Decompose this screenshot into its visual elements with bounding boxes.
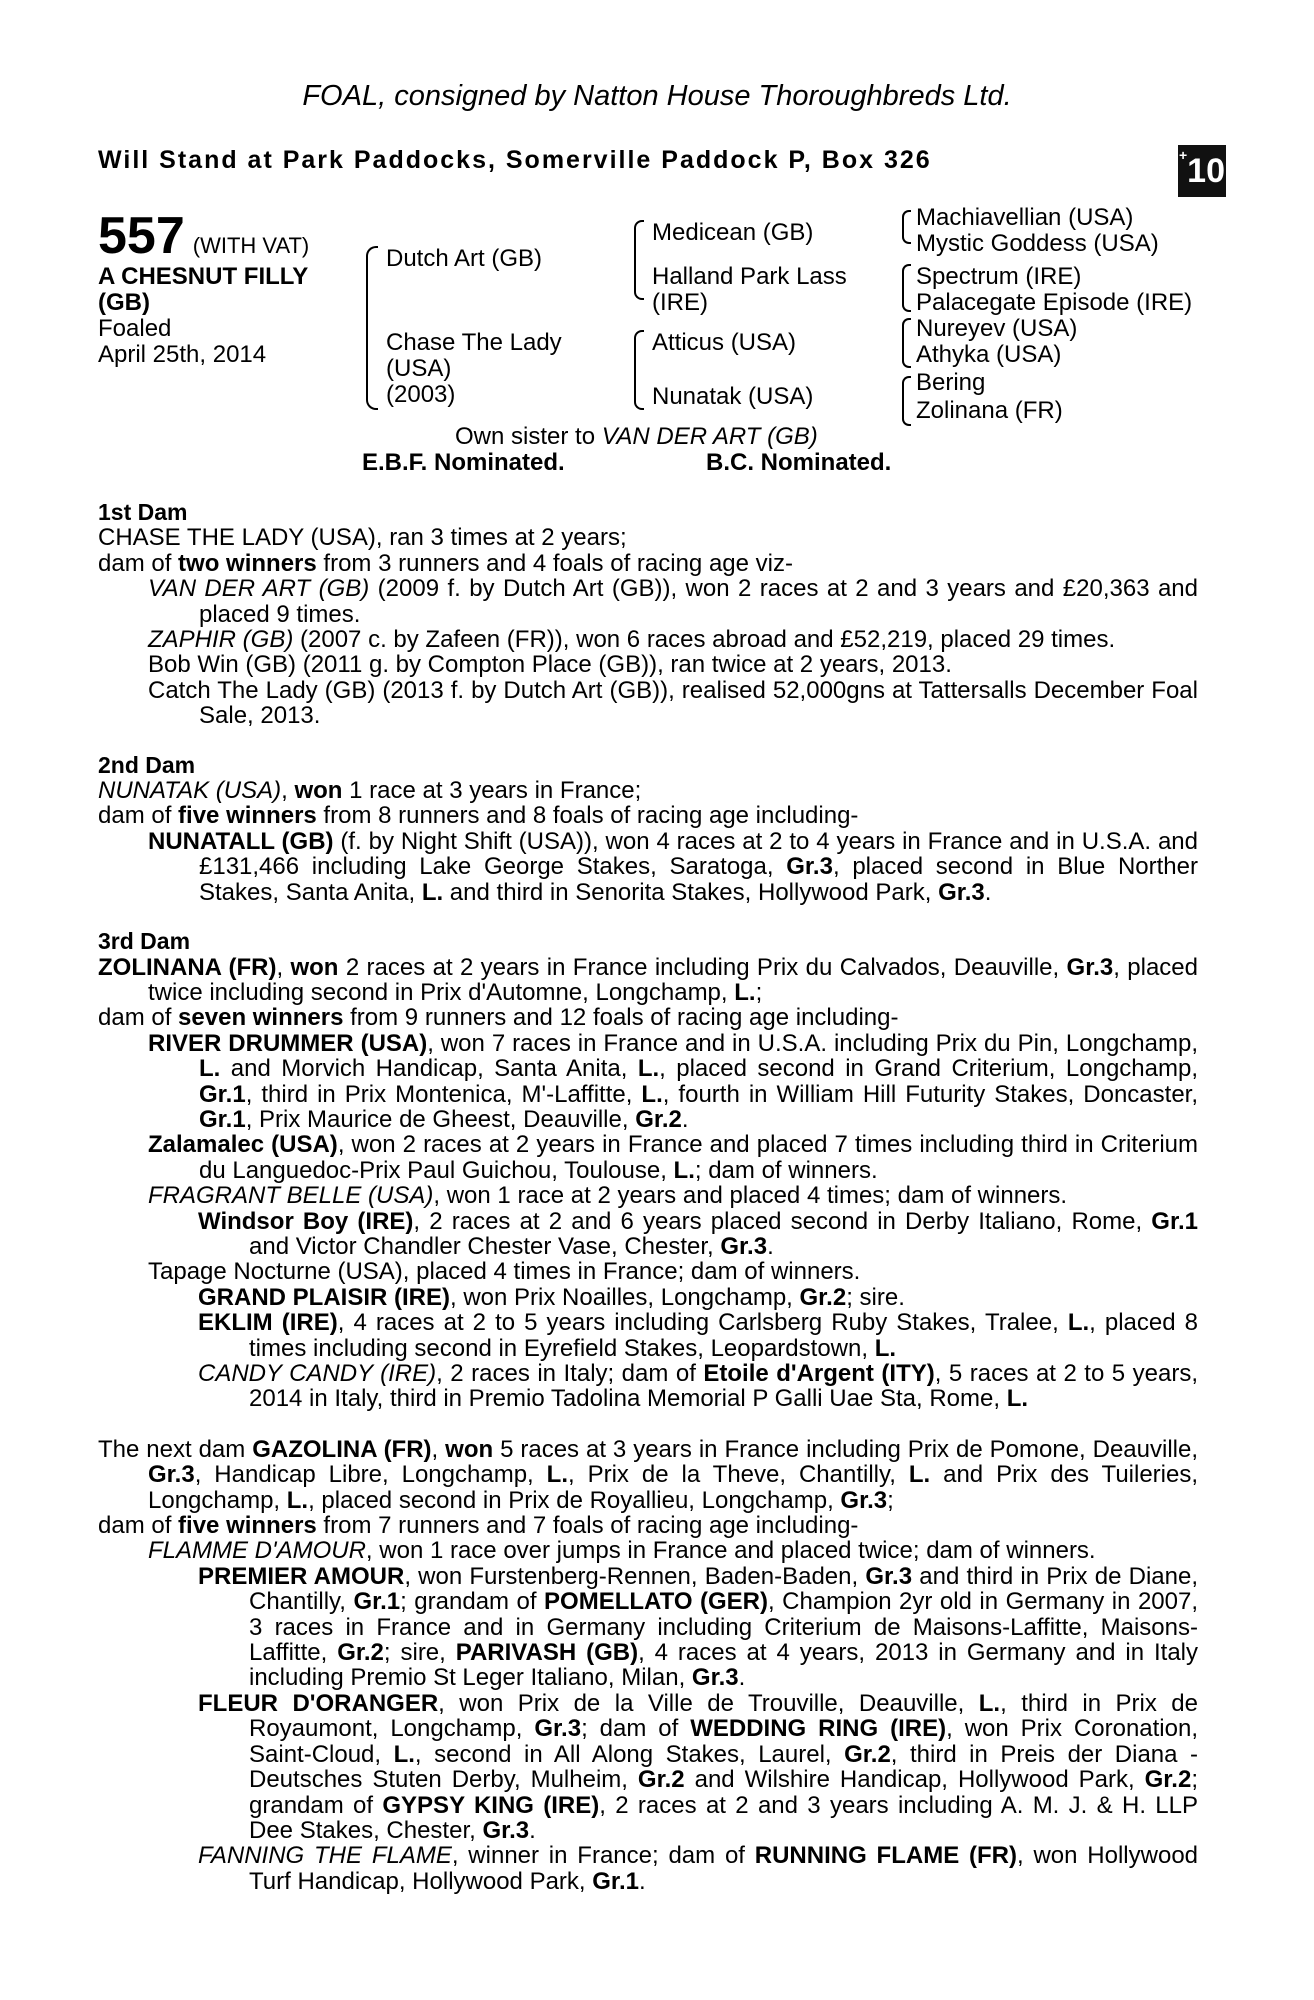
produce-windsor-boy: Windsor Boy (IRE), 2 races at 2 and 6 years placed second in Derby Italiano, Rome, Gr.1 and Victor Chandler Chester Vase, Chester, Gr.3. [198,1207,1198,1260]
pedigree-sss: Machiavellian (USA) [916,204,1134,231]
second-dam-produce-line: dam of five winners from 8 runners and 8 foals of racing age including- [98,802,859,830]
pedigree-sire-dam-l1: Halland Park Lass [652,263,847,290]
pedigree-ssd: Mystic Goddess (USA) [916,230,1159,257]
pedigree-brace-main [366,246,378,410]
first-dam-heading: 1st Dam [98,499,188,525]
own-sister-prefix: Own sister to [455,423,602,450]
produce-van-der-art: VAN DER ART (GB) (2009 f. by Dutch Art (GB)), won 2 races at 2 and 3 years and £20,363 and placed 9 times. [148,575,1198,628]
dam-sections [98,500,1198,1894]
pedigree-brace-sire [634,220,644,300]
pedigree-dss: Nureyev (USA) [916,315,1078,342]
produce-river-drummer: RIVER DRUMMER (USA), won 7 races in France and in U.S.A. including Prix du Pin, Longchamp, L. and Morvich Handicap, Santa Anita, L., placed second in Grand Criterium, Longchamp, Gr.1, third in Prix Montenica, M'-Laffitte, L., fourth in William Hill Futurity Stakes, Doncaster, Gr.1, Prix Maurice de Gheest, Deauville, Gr.2. [148,1029,1199,1133]
produce-premier-amour: PREMIER AMOUR, won Furstenberg-Rennen, Baden-Baden, Gr.3 and third in Prix de Diane, Chantilly, Gr.1; grandam of POMELLATO (GER), Champion 2yr old in Germany in 2007, 3 races in France and in Germany including Criterium de Maisons-Laffitte, Maisons-Laffitte, Gr.2; sire, PARIVASH (GB), 4 races at 4 years, 2013 in Germany and in Italy including Premio St Leger Italiano, Milan, Gr.3. [198,1562,1199,1692]
third-dam-produce-line: dam of seven winners from 9 runners and 12 foals of racing age including- [98,1004,899,1032]
produce-bob-win: Bob Win (GB) (2011 g. by Compton Place (GB)), ran twice at 2 years, 2013. [148,651,952,679]
pedigree-brace-dam [634,330,644,410]
lot-title-line2: (GB) [98,289,150,316]
foaled-label: Foaled [98,315,172,342]
produce-fragrant-belle: FRAGRANT BELLE (USA), won 1 race at 2 years and placed 4 times; dam of winners. [148,1182,1068,1210]
lot-title-line1: A CHESNUT FILLY [98,263,309,290]
bc-nominated: B.C. Nominated. [706,449,892,476]
produce-nunatall: NUNATALL (GB) (f. by Night Shift (USA)), won 4 races at 2 to 4 years in France and in U.S.A. and £131,466 including Lake George Stakes, Saratoga, Gr.3, placed second in Blue Norther Stakes, Santa Anita, L. and third in Senorita Stakes, Hollywood Park, Gr.3. [148,827,1198,906]
pedigree-ddd: Zolinana (FR) [916,397,1063,424]
produce-tapage-nocturne: Tapage Nocturne (USA), placed 4 times in France; dam of winners. [148,1258,861,1286]
next-dam-line: The next dam GAZOLINA (FR), won 5 races at 3 years in France including Prix de Pomone, Deauville, Gr.3, Handicap Libre, Longchamp, L., Prix de la Theve, Chantilly, L. and Prix des Tuileries, Longchamp, L., placed second in Prix de Royallieu, Longchamp, Gr.3; [98,1435,1199,1514]
pedigree-brace-3a [902,210,911,244]
produce-fleur-doranger: FLEUR D'ORANGER, won Prix de la Ville de Trouville, Deauville, L., third in Prix de Royaumont, Longchamp, Gr.3; dam of WEDDING RING (IRE), won Prix Coronation, Saint-Cloud, L., second in All Along Stakes, Laurel, Gr.2, third in Preis der Diana - Deutsches Stuten Derby, Mulheim, Gr.2 and Wilshire Handicap, Hollywood Park, Gr.2; grandam of GYPSY KING (IRE), 2 races at 2 and 3 years including A. M. J. & H. LLP Dee Stakes, Chester, Gr.3. [198,1689,1199,1844]
own-sister-name: VAN DER ART (GB) [601,423,818,450]
pedigree-sire-dam-l2: (IRE) [652,289,708,316]
produce-grand-plaisir: GRAND PLAISIR (IRE), won Prix Noailles, Longchamp, Gr.2; sire. [198,1283,905,1311]
third-dam-heading: 3rd Dam [98,928,191,955]
produce-catch-the-lady: Catch The Lady (GB) (2013 f. by Dutch Art (GB)), realised 52,000gns at Tattersalls December Foal Sale, 2013. [148,676,1198,730]
lot-number: 557 [98,207,185,265]
foaled-date: April 25th, 2014 [98,341,267,368]
produce-zaphir: ZAPHIR (GB) (2007 c. by Zafeen (FR)), won 6 races abroad and £52,219, placed 29 times. [148,626,1116,654]
first-dam-line: CHASE THE LADY (USA), ran 3 times at 2 years; [98,524,627,552]
ebf-nominated: E.B.F. Nominated. [362,449,565,476]
pedigree-sire-sire: Medicean (GB) [652,219,814,246]
second-dam-heading: 2nd Dam [98,751,196,778]
pedigree-brace-3c [902,318,911,368]
pedigree-dam-l1: Chase The Lady [386,329,562,356]
produce-flamme-damour: FLAMME D'AMOUR, won 1 race over jumps in France and placed twice; dam of winners. [148,1537,1096,1565]
lot-block [98,206,309,266]
first-dam-produce-line: dam of two winners from 3 runners and 4 foals of racing age viz- [98,549,793,577]
pedigree-brace-3d [902,376,911,426]
pedigree-dsd: Athyka (USA) [916,341,1062,368]
next-dam-produce-line: dam of five winners from 7 runners and 7 foals of racing age including- [98,1512,859,1540]
pedigree-sds: Spectrum (IRE) [916,263,1082,290]
pedigree-dam-l2: (USA) [386,355,452,382]
lot-badge [1178,145,1226,197]
consignor-line: FOAL, consigned by Natton House Thoroughbreds Ltd. [302,80,1012,112]
badge-plus: + [1178,147,1188,163]
pedigree-sdd: Palacegate Episode (IRE) [916,289,1193,316]
pedigree-dds: Bering [916,369,986,396]
pedigree-sire: Dutch Art (GB) [386,245,543,272]
produce-candy-candy: CANDY CANDY (IRE), 2 races in Italy; dam of Etoile d'Argent (ITY), 5 races at 2 to 5 years, 2014 in Italy, third in Premio Tadolina Memorial P Galli Uae Sta, Rome, L. [198,1360,1199,1413]
second-dam-line: NUNATAK (USA), won 1 race at 3 years in France; [98,777,642,805]
pedigree-brace-3b [902,264,911,312]
pedigree-dam-sire: Atticus (USA) [652,329,797,356]
own-sister-line [455,424,818,450]
badge-number: 10 [1187,152,1225,190]
pedigree-dam-dam: Nunatak (USA) [652,383,814,410]
produce-eklim: EKLIM (IRE), 4 races at 2 to 5 years including Carlsberg Ruby Stakes, Tralee, L., placed 8 times including second in Eyrefield Stakes, Leopardstown, L. [198,1309,1198,1362]
pedigree-dam-l3: (2003) [386,381,456,408]
third-dam-line: ZOLINANA (FR), won 2 races at 2 years in France including Prix du Calvados, Deauville, Gr.3, placed twice including second in Prix d'Automne, Longchamp, L.; [98,953,1198,1006]
produce-fanning-the-flame: FANNING THE FLAME, winner in France; dam of RUNNING FLAME (FR), won Hollywood Turf Handicap, Hollywood Park, Gr.1. [198,1842,1199,1895]
produce-zalamalec: Zalamalec (USA), won 2 races at 2 years in France and placed 7 times including third in Criterium du Languedoc-Prix Paul Guichou, Toulouse, L.; dam of winners. [148,1131,1199,1184]
stand-location: Will Stand at Park Paddocks, Somerville Paddock P, Box 326 [98,146,932,174]
vat-label: (WITH VAT) [192,233,310,258]
